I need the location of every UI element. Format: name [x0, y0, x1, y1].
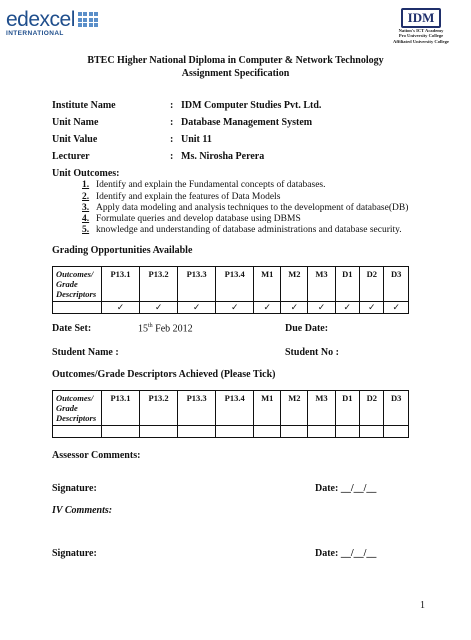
assessor-comments-label: Assessor Comments: [52, 450, 141, 461]
tick-cell[interactable] [53, 426, 102, 438]
tick-icon: ✓ [178, 302, 216, 314]
column-header: P13.2 [140, 391, 178, 426]
outcome-text: Identify and explain the Fundamental concepts of databases. [96, 180, 326, 190]
lecturer-label: Lecturer [52, 151, 90, 162]
edexcel-logo [6, 8, 136, 40]
lecturer-value: Ms. Nirosha Perera [181, 151, 265, 162]
unit-value-value: Unit 11 [181, 134, 212, 145]
outcome-number: 2. [82, 192, 90, 202]
date-set-value [138, 323, 193, 334]
document-title: BTEC Higher National Diploma in Computer & Network Technology [87, 55, 384, 66]
date-day: 15 [138, 323, 148, 335]
student-name-label: Student Name : [52, 347, 119, 358]
column-header: P13.4 [216, 391, 254, 426]
tick-cell[interactable] [360, 426, 384, 438]
table-row [53, 267, 409, 302]
header-line: Grade [56, 279, 78, 289]
outcome-number: 4. [82, 214, 90, 224]
idm-logo-mark: IDM [401, 8, 441, 28]
tick-icon: ✓ [308, 302, 335, 314]
tick-cell[interactable] [308, 426, 335, 438]
column-header: D1 [335, 267, 359, 302]
outcome-text: knowledge and understanding of database administrations and database security. [96, 225, 402, 235]
header-line: Descriptors [56, 413, 97, 423]
tick-icon: ✓ [140, 302, 178, 314]
tick-icon: ✓ [254, 302, 281, 314]
column-header: M1 [254, 267, 281, 302]
table-row [53, 426, 409, 438]
iv-comments-label: IV Comments: [52, 505, 113, 516]
edexcel-wordmark: edexcel [6, 8, 75, 31]
column-header: P13.3 [178, 391, 216, 426]
unit-outcomes-heading: Unit Outcomes: [52, 168, 120, 179]
header-line: Grade [56, 403, 78, 413]
tick-cell[interactable] [216, 426, 254, 438]
signature-label: Signature: [52, 483, 97, 494]
student-no-label: Student No : [285, 347, 339, 358]
list-item [82, 192, 280, 202]
outcome-number: 5. [82, 225, 90, 235]
tick-cell[interactable] [140, 426, 178, 438]
list-item [82, 214, 301, 224]
tick-cell[interactable] [281, 426, 308, 438]
institute-name-label: Institute Name [52, 100, 116, 111]
tick-cell[interactable] [178, 426, 216, 438]
tick-icon: ✓ [216, 302, 254, 314]
column-header: P13.1 [102, 391, 140, 426]
column-header: P13.3 [178, 267, 216, 302]
header-line: Outcomes/ [56, 393, 94, 403]
tick-icon: ✓ [335, 302, 359, 314]
due-date-label: Due Date: [285, 323, 329, 334]
tick-cell[interactable] [335, 426, 359, 438]
tick-cell[interactable] [254, 426, 281, 438]
page-number: 1 [420, 600, 425, 611]
edexcel-subtitle: INTERNATIONAL [6, 30, 64, 37]
table-row [53, 391, 409, 426]
tick-icon: ✓ [360, 302, 384, 314]
idm-tagline-3: Affiliated University College [393, 38, 449, 44]
date-rest: Feb 2012 [152, 323, 193, 335]
institute-name-value: IDM Computer Studies Pvt. Ltd. [181, 100, 322, 111]
grading-table [52, 266, 409, 314]
date-suffix: th [148, 323, 153, 329]
column-header: D1 [335, 391, 359, 426]
unit-value-label: Unit Value [52, 134, 98, 145]
table-header-first [53, 267, 102, 302]
column-header: D2 [360, 267, 384, 302]
colon: : [170, 100, 174, 111]
header-line: Outcomes/ [56, 269, 94, 279]
signature-label: Signature: [52, 548, 97, 559]
unit-name-label: Unit Name [52, 117, 99, 128]
idm-tagline-1: Nation's ICT Academy [398, 28, 444, 33]
date-field[interactable]: Date: __/__/__ [315, 483, 377, 494]
outcome-number: 1. [82, 180, 90, 190]
column-header: D2 [360, 391, 384, 426]
column-header: P13.4 [216, 267, 254, 302]
column-header: M2 [281, 267, 308, 302]
table-header-first [53, 391, 102, 426]
colon: : [170, 151, 174, 162]
column-header: M1 [254, 391, 281, 426]
unit-name-value: Database Management System [181, 117, 313, 128]
idm-logo [380, 8, 462, 48]
tick-cell[interactable] [102, 426, 140, 438]
tick-icon: ✓ [102, 302, 140, 314]
list-item [82, 180, 326, 190]
grading-heading: Grading Opportunities Available [52, 245, 193, 256]
list-item [82, 225, 402, 235]
colon: : [170, 117, 174, 128]
header-line: Descriptors [56, 289, 97, 299]
table-row [53, 302, 409, 314]
column-header: P13.2 [140, 267, 178, 302]
column-header: M3 [308, 391, 335, 426]
outcome-text: Apply data modeling and analysis techniques to the development of database(DB) [96, 203, 409, 213]
column-header: P13.1 [102, 267, 140, 302]
colon: : [170, 134, 174, 145]
outcome-text: Identify and explain the features of Data Models [96, 192, 281, 202]
tick-icon: ✓ [384, 302, 409, 314]
outcome-text: Formulate queries and develop database using DBMS [96, 214, 301, 224]
achieved-heading: Outcomes/Grade Descriptors Achieved (Please Tick) [52, 369, 276, 380]
table-cell [53, 302, 102, 314]
column-header: D3 [384, 267, 409, 302]
date-field[interactable]: Date: __/__/__ [315, 548, 377, 559]
achieved-table [52, 390, 409, 438]
tick-cell[interactable] [384, 426, 409, 438]
column-header: D3 [384, 391, 409, 426]
tick-icon: ✓ [281, 302, 308, 314]
column-header: M2 [281, 391, 308, 426]
document-subtitle: Assignment Specification [181, 68, 290, 79]
edexcel-grid-icon [78, 12, 99, 27]
outcome-number: 3. [82, 203, 90, 213]
date-set-label: Date Set: [52, 323, 92, 334]
column-header: M3 [308, 267, 335, 302]
list-item [82, 203, 408, 213]
idm-tagline-2: Pro University College [398, 33, 444, 39]
